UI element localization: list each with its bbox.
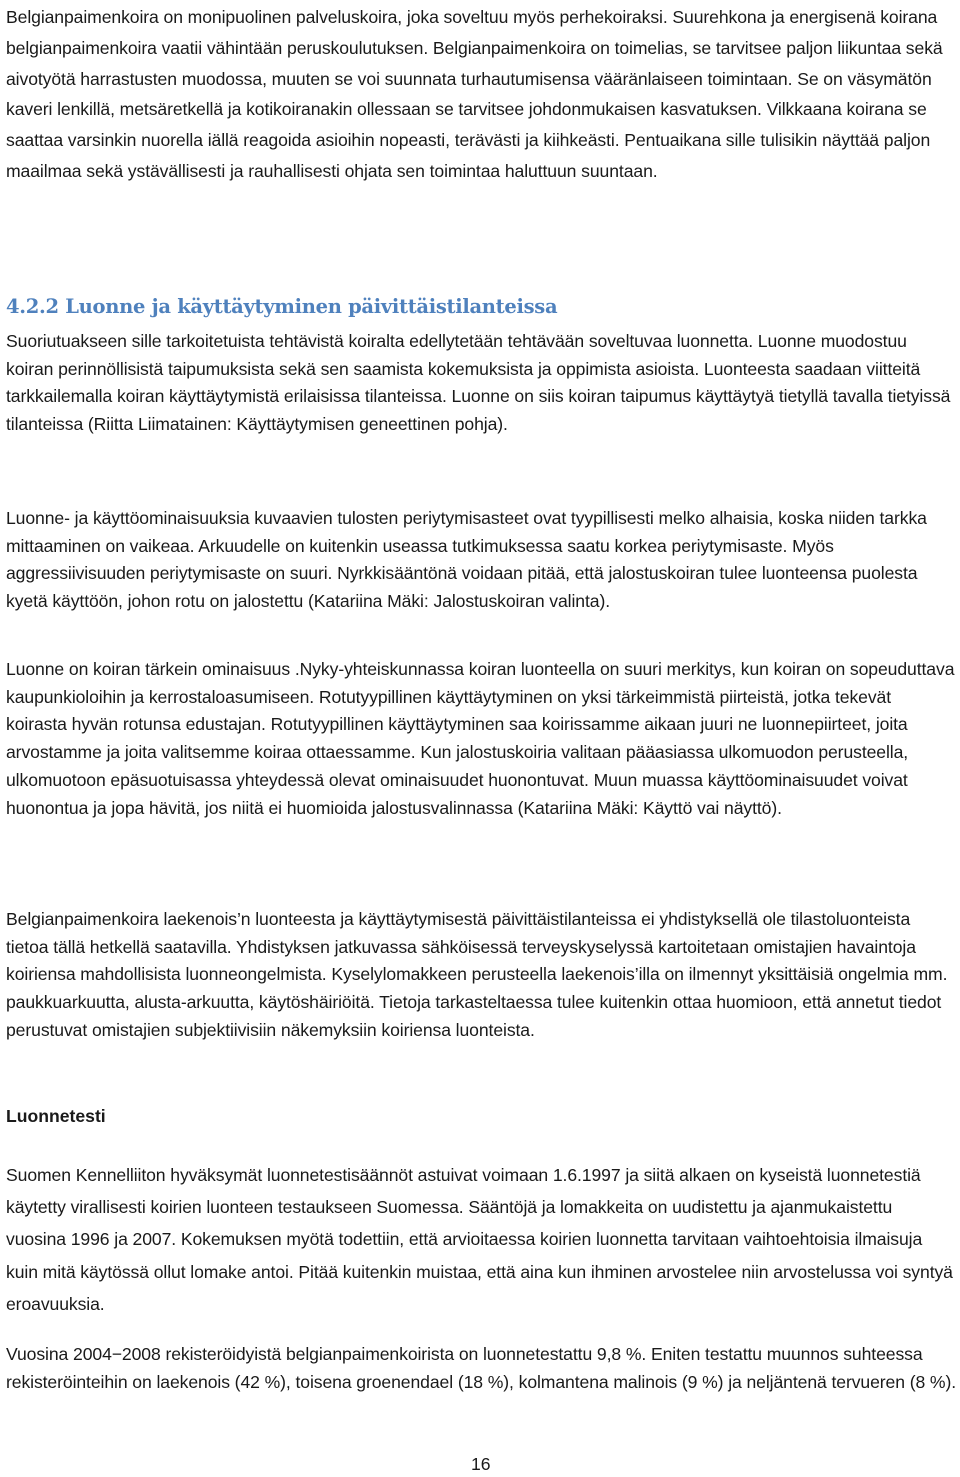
- subheading-luonnetesti: Luonnetesti: [6, 1106, 106, 1126]
- paragraph-breed-typical-behaviour: Luonne on koiran tärkein ominaisuus .Nyky-yhteiskunnassa koiran luonteella on suuri merkitys, kun koiran on sopeuduttava kaupunkioloihin ja kerrostaloasumiseen. Rotutyypillinen käyttäytyminen on yksi tärkeimmistä piirteistä, jotka tekevät koirasta hyvän rotunsa edustajan. Rotutyypillinen käyttäytyminen saa koirissamme aikaan juuri ne luonnepiirteet, joita arvostamme ja joita valitsemme koiraa ottaessamme. Kun jalostuskoiria valitaan pääasiassa ulkomuodon perusteella, ulkomuotoon epäsuotuisassa yhteydessä olevat ominaisuudet huonontuvat. Muun muassa käyttöominaisuudet voivat huonontua ja jopa hävitä, jos niitä ei huomioida jalostusvalinnassa (Katariina Mäki: Käyttö vai näyttö).: [6, 659, 955, 818]
- paragraph-test-statistics: Vuosina 2004−2008 rekisteröidyistä belgianpaimenkoirista on luonnetestattu 9,8 %. Eniten testattu muunnos suhteessa rekisteröinteihin on laekenois (42 %), toisena groenendael (18 %), kolmantena malinois (9 %) ja neljäntenä tervueren (8 %).: [6, 1344, 957, 1392]
- page-number: 16: [471, 1454, 491, 1474]
- paragraph-heritability: Luonne- ja käyttöominaisuuksia kuvaavien tulosten periytymisasteet ovat tyypillisesti melko alhaisia, koska niiden tarkka mittaaminen on vaikeaa. Arkuudelle on kuitenkin useassa tutkimuksessa saatu korkea periytymisaste. Myös aggressiivisuuden periytymisaste on suuri. Nyrkkisääntönä voidaan pitää, että jalostuskoiran tulee luonteensa puolesta kyetä käyttöön, johon rotu on jalostettu (Katariina Mäki: Jalostuskoiran valinta).: [6, 508, 927, 612]
- section-heading: 4.2.2 Luonne ja käyttäytyminen päivittäistilanteissa: [6, 295, 558, 318]
- paragraph-temperament-test-rules: Suomen Kennelliiton hyväksymät luonnetestisäännöt astuivat voimaan 1.6.1997 ja siitä alkaen on kyseistä luonnetestiä käytetty virallisesti koirien luonteen testaukseen Suomessa. Sääntöjä ja lomakkeita on uudistettu ja ajanmukaistettu vuosina 1996 ja 2007. Kokemuksen myötä todettiin, että arvioitaessa koirien luonnetta tarvitaan vaihtoehtoisia ilmaisuja kuin mitä käytössä ollut lomake antoi. Pitää kuitenkin muistaa, että aina kun ihminen arvostelee niin arvostelussa voi syntyä eroavuuksia.: [6, 1165, 953, 1314]
- paragraph-laekenois-temperament: Belgianpaimenkoira laekenois’n luonteesta ja käyttäytymisestä päivittäistilanteissa ei yhdistyksellä ole tilastoluonteista tietoa tällä hetkellä saatavilla. Yhdistyksen jatkuvassa sähköisessä terveyskyselyssä kartoitetaan omistajien havaintoja koiriensa mahdollisista luonneongelmista. Kyselylomakkeen perusteella laekenois’illa on ilmennyt yksittäisiä ongelmia mm. paukkuarkuutta, alusta-arkuutta, käytöshäiriöitä. Tietoja tarkasteltaessa tulee kuitenkin ottaa huomioon, että annetut tiedot perustuvat omistajien subjektiivisiin näkemyksiin koiriensa luonteista.: [6, 909, 948, 1040]
- paragraph-temperament-definition: Suoriutuakseen sille tarkoitetuista tehtävistä koiralta edellytetään tehtävään soveltuvaa luonnetta. Luonne muodostuu koiran perinnöllisistä taipumuksista sekä sen saamista kokemuksista ja oppimista asioista. Luonteesta saadaan viitteitä tarkkailemalla koiran käyttäytymistä erilaisissa tilanteissa. Luonne on siis koiran taipumus käyttäytyä tietyllä tavalla tietyissä tilanteissa (Riitta Liimatainen: Käyttäytymisen geneettinen pohja).: [6, 331, 951, 435]
- intro-paragraph: Belgianpaimenkoira on monipuolinen palveluskoira, joka soveltuu myös perhekoiraksi. Suurehkona ja energisenä koirana belgianpaimenkoira vaatii vähintään peruskoulutuksen. Belgianpaimenkoira on toimelias, se tarvitsee paljon liikuntaa sekä aivotyötä harrastusten muodossa, muuten se voi suunnata turhautumisensa vääränlaiseen toimintaan. Se on väsymätön kaveri lenkillä, metsäretkellä ja kotikoiranakin ollessaan se tarvitsee johdonmukaisen kasvatuksen. Vilkkaana koirana se saattaa varsinkin nuorella iällä reagoida asioihin nopeasti, terävästi ja kiihkeästi. Pentuaikana sille tulisikin näyttää paljon maailmaa sekä ystävällisesti ja rauhallisesti ohjata sen toimintaa haluttuun suuntaan.: [6, 7, 943, 181]
